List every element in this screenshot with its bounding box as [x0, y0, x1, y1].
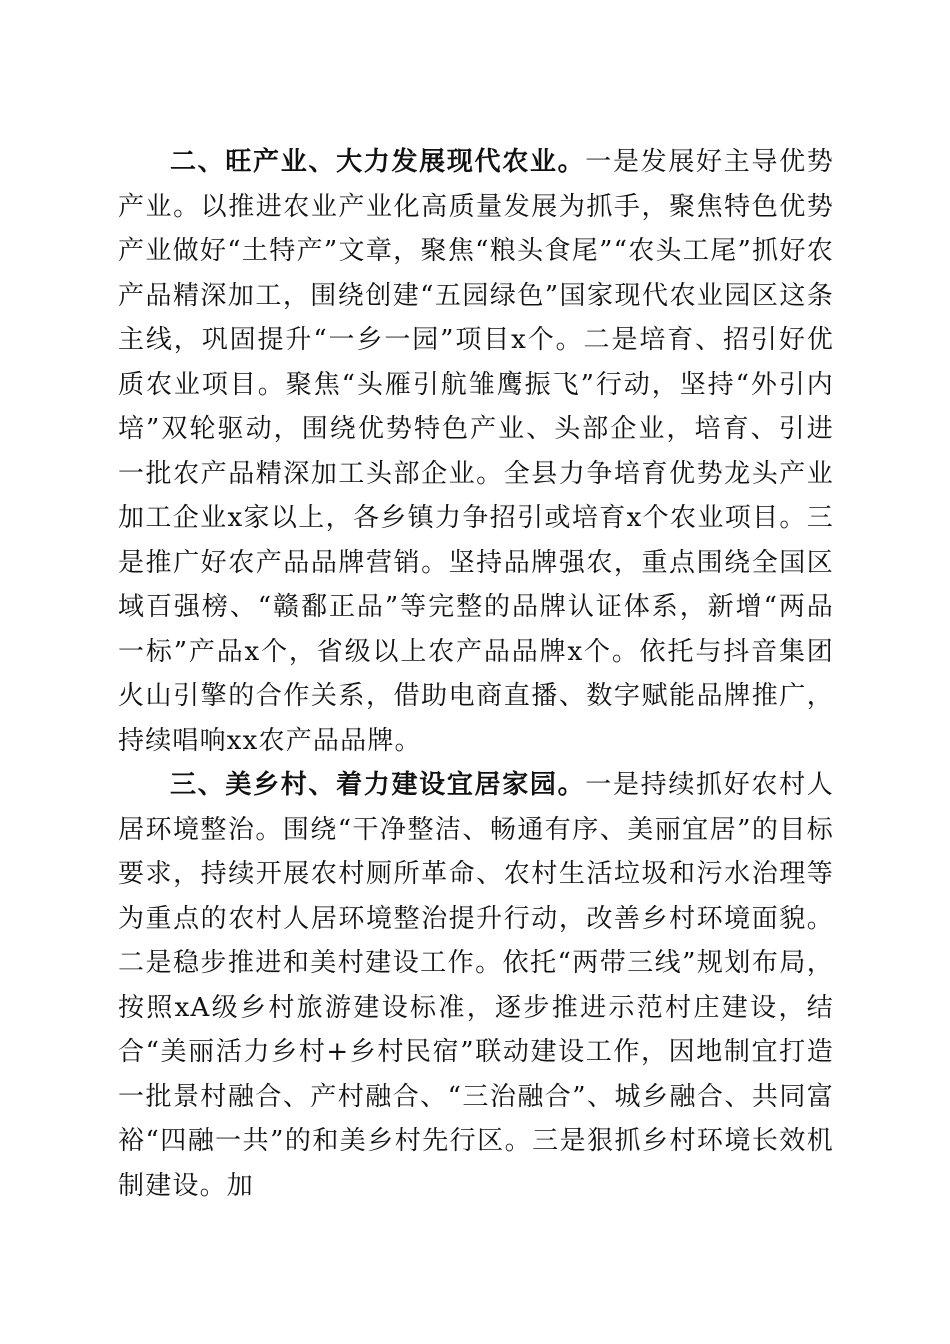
document-body — [118, 140, 834, 1208]
paragraph-text: 一是持续抓好农村人居环境整治。围绕“干净整洁、畅通有序、美丽宜居”的目标要求，持续开展农村厕所革命、农村生活垃圾和污水治理等为重点的农村人居环境整治提升行动，改善乡村环境面貌。二是稳步推进和美村建设工作。依托“两带三线”规划布局，按照xA级乡村旅游建设标准，逐步推进示范村庄建设，结合“美丽活力乡村+乡村民宿”联动建设工作，因地制宜打造一批景村融合、产村融合、“三治融合”、城乡融合、共同富裕“四融一共”的和美乡村先行区。三是狠抓乡村环境长效机制建设。加 — [118, 770, 834, 1201]
paragraph-village — [118, 763, 834, 1208]
paragraph-heading: 二、旺产业、大力发展现代农业。 — [170, 147, 586, 177]
paragraph-heading: 三、美乡村、着力建设宜居家园。 — [170, 770, 586, 800]
paragraph-industry — [118, 140, 834, 763]
paragraph-text: 一是发展好主导优势产业。以推进农业产业化高质量发展为抓手，聚焦特色优势产业做好“土特产”文章，聚焦“粮头食尾”“农头工尾”抓好农产品精深加工，围绕创建“五园绿色”国家现代农业园区这条主线，巩固提升“一乡一园”项目x个。二是培育、招引好优质农业项目。聚焦“头雁引航雏鹰振飞”行动，坚持“外引内培”双轮驱动，围绕优势特色产业、头部企业，培育、引进一批农产品精深加工头部企业。全县力争培育优势龙头产业加工企业x家以上，各乡镇力争招引或培育x个农业项目。三是推广好农产品品牌营销。坚持品牌强农，重点围绕全国区域百强榜、“赣鄱正品”等完整的品牌认证体系，新增“两品一标”产品x个，省级以上农产品品牌x个。依托与抖音集团火山引擎的合作关系，借助电商直播、数字赋能品牌推广，持续唱响xx农产品品牌。 — [118, 147, 834, 756]
